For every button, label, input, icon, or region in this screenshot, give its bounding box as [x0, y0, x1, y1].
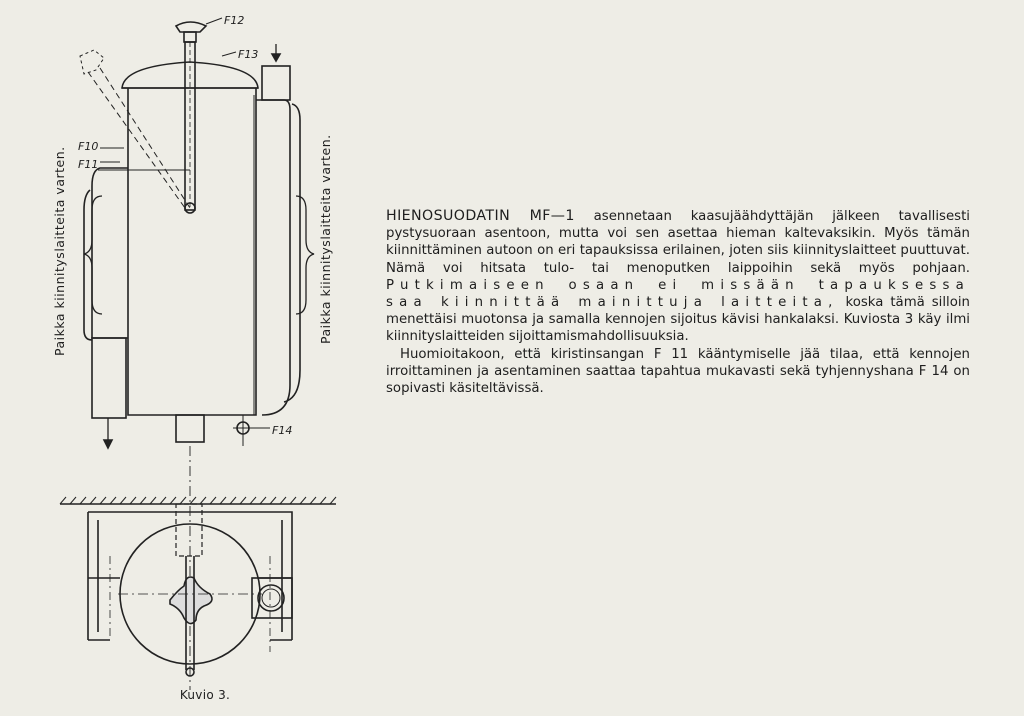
brace-left	[84, 196, 102, 314]
filter-technical-drawing	[0, 0, 380, 716]
paragraph-1-part-b: koska tämä silloin menettäisi muotonsa ja samalla kennojen sijoitus kävisi hankalaksi. Kuviosta 3 käy ilmi kiinnityslaitteiden sijoittamismahdollisuuksia.	[386, 295, 970, 345]
right-jacket	[256, 100, 290, 415]
figure-caption: Kuvio 3.	[179, 688, 231, 702]
pipe-f13	[262, 66, 290, 100]
paragraph-1-spaced: Putkimaiseen osaan ei missään tapauksessa saa kiinnittää mainittuja laitteita,	[386, 277, 970, 311]
handle-f12	[176, 22, 206, 32]
side-label-left: Paikka kiinnityslaitteita varten.	[52, 146, 67, 356]
filter-body-outline	[128, 88, 256, 415]
label-f14: F14	[272, 424, 293, 437]
side-label-right: Paikka kiinnityslaitteita varten.	[318, 134, 333, 344]
label-f12: F12	[224, 14, 245, 27]
label-f11: F11	[78, 158, 99, 171]
heading: HIENOSUODATIN MF—1	[386, 208, 575, 224]
label-f10: F10	[78, 140, 99, 153]
plan-star-handle	[170, 577, 212, 624]
body-text	[386, 208, 970, 397]
bottom-stub	[176, 415, 204, 442]
outlet-pipe	[92, 338, 126, 418]
paragraph-2: Huomioitakoon, että kiristinsangan F 11 kääntymiselle jää tilaa, että kennojen irroittaminen ja asentaminen saattaa tapahtua mukavasti sekä tyhjennyshana F 14 on sopivasti käsiteltävissä.	[386, 346, 970, 397]
paragraph-1	[386, 208, 970, 346]
label-f13: F13	[238, 48, 259, 61]
brace-right	[296, 196, 314, 314]
paragraph-1-part-a: asennetaan kaasujäähdyttäjän jälkeen tavallisesti pystysuoraan asentoon, mutta voi sen asettaa hieman kaltevaksikin. Myös tämän kiinnittäminen autoon on eri tapauksissa erilainen, joten siis kiinnityslaitteet puuttuvat. Nämä voi hitsata tulo- tai menoputken laippoihin sekä myös pohjaan.	[386, 209, 970, 276]
